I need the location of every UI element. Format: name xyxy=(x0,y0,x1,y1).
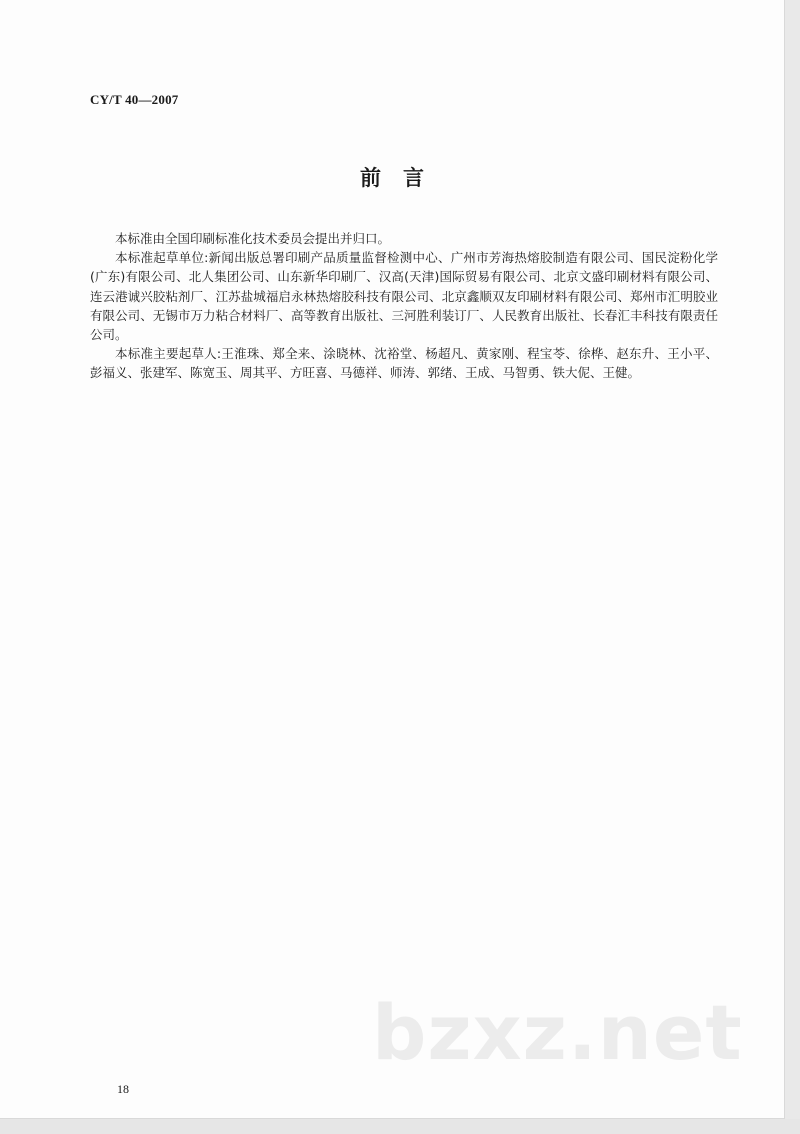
section-title: 前言 xyxy=(360,166,446,190)
foreword-body xyxy=(90,229,718,383)
paragraph-proposal: 本标准由全国印刷标准化技术委员会提出并归口。 xyxy=(115,231,391,246)
paragraph-main-drafters: 本标准主要起草人:王淮珠、郑全来、涂晓林、沈裕堂、杨超凡、黄家刚、程宝苓、徐桦、赵东升、王小平、彭福义、张建军、陈宽玉、周其平、方旺喜、马德祥、师涛、郭绪、王成、马智勇、铁大伲、王健。 xyxy=(90,346,718,381)
viewer-right-edge xyxy=(785,0,800,1134)
page-number: 18 xyxy=(117,1082,129,1096)
site-watermark: bzxz.net xyxy=(372,988,743,1077)
standard-code: CY/T 40—2007 xyxy=(90,92,179,107)
viewer-bottom-edge xyxy=(0,1119,800,1134)
paragraph-drafting-units: 本标准起草单位:新闻出版总署印刷产品质量监督检测中心、广州市芳海热熔胶制造有限公司、国民淀粉化学(广东)有限公司、北人集团公司、山东新华印刷厂、汉高(天津)国际贸易有限公司、北京文盛印刷材料有限公司、连云港诚兴胶粘剂厂、江苏盐城福启永林热熔胶科技有限公司、北京鑫顺双友印刷材料有限公司、郑州市汇明胶业有限公司、无锡市万力粘合材料厂、高等教育出版社、三河胜利装订厂、人民教育出版社、长春汇丰科技有限责任公司。 xyxy=(90,250,718,343)
